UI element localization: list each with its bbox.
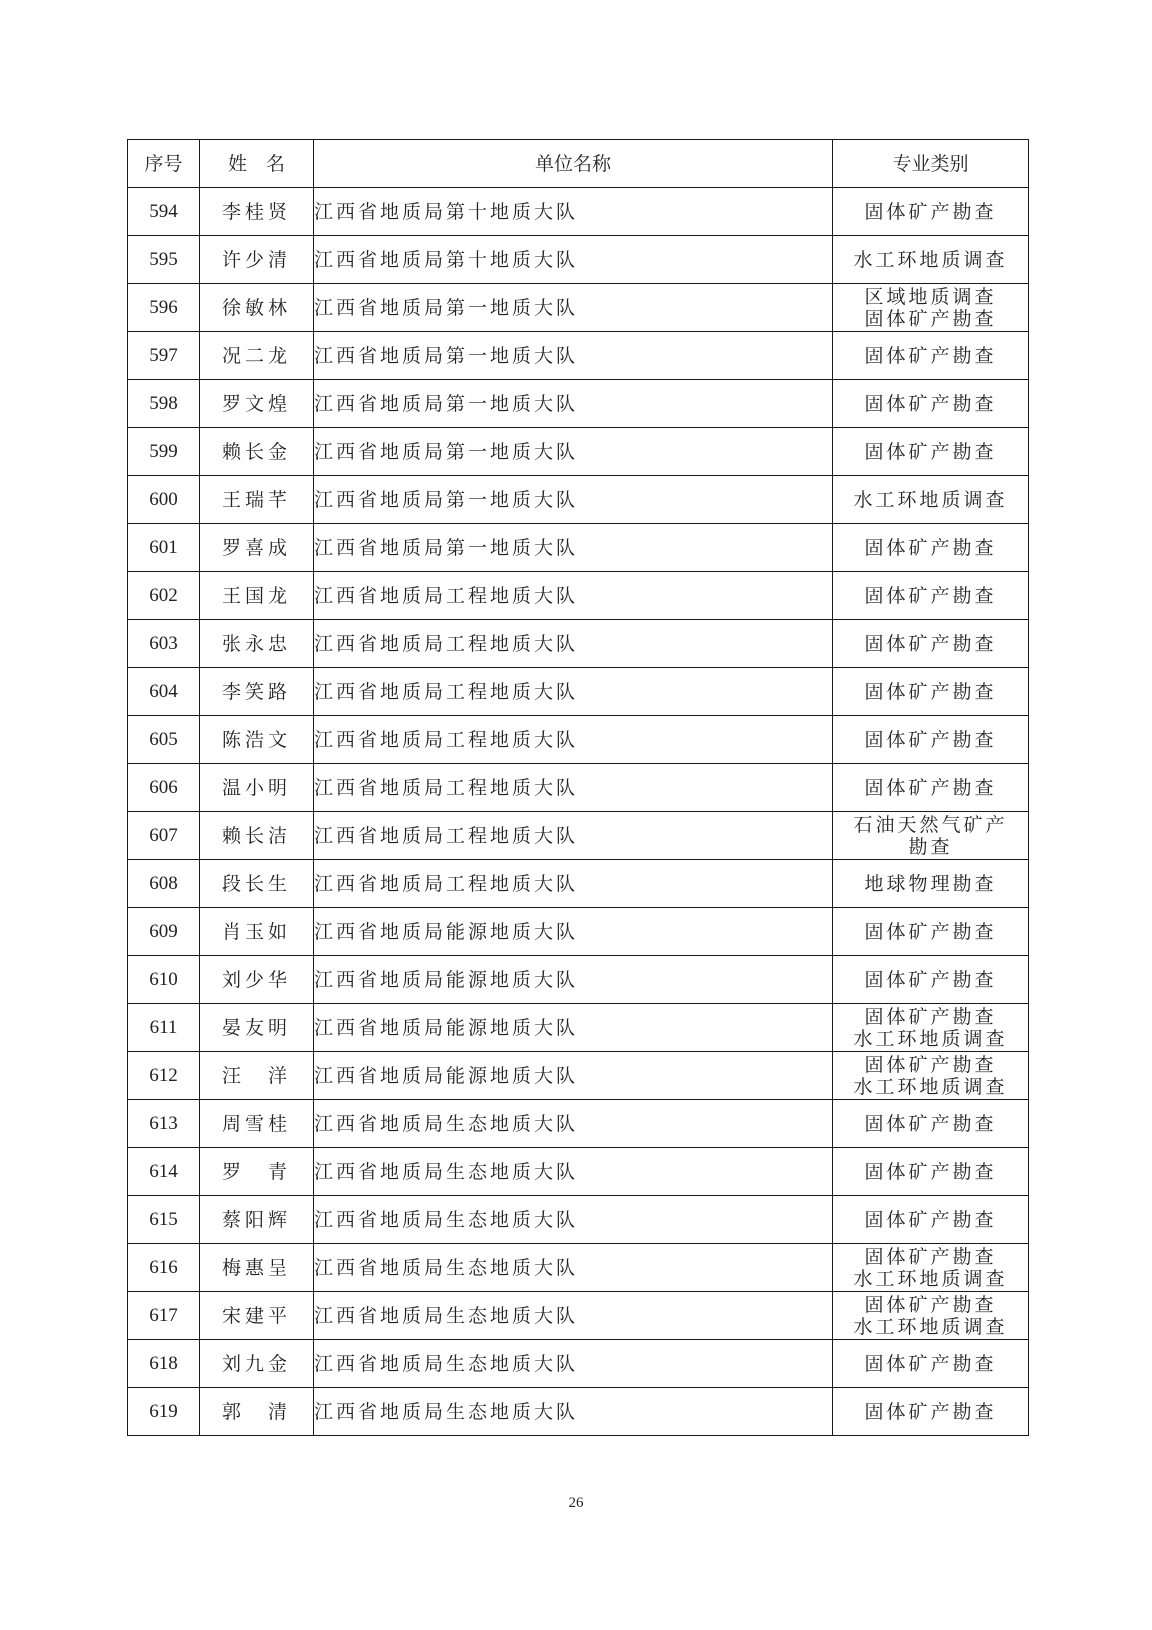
cell-seq: 608 bbox=[128, 860, 200, 908]
specialty-line: 固体矿产勘查 bbox=[864, 1293, 997, 1316]
cell-name: 罗 青 bbox=[200, 1148, 314, 1196]
cell-name: 徐敏林 bbox=[200, 284, 314, 332]
cell-unit: 江西省地质局能源地质大队 bbox=[314, 956, 833, 1004]
cell-unit: 江西省地质局第一地质大队 bbox=[314, 284, 833, 332]
cell-unit: 江西省地质局能源地质大队 bbox=[314, 1004, 833, 1052]
cell-seq: 599 bbox=[128, 428, 200, 476]
cell-seq: 601 bbox=[128, 524, 200, 572]
cell-specialty bbox=[833, 572, 1029, 620]
table-row bbox=[128, 524, 1029, 572]
cell-specialty bbox=[833, 956, 1029, 1004]
cell-unit: 江西省地质局第一地质大队 bbox=[314, 332, 833, 380]
cell-specialty bbox=[833, 668, 1029, 716]
cell-specialty bbox=[833, 1148, 1029, 1196]
cell-unit: 江西省地质局工程地质大队 bbox=[314, 620, 833, 668]
specialty-line: 水工环地质调查 bbox=[853, 1075, 1008, 1098]
cell-name: 赖长金 bbox=[200, 428, 314, 476]
cell-specialty bbox=[833, 620, 1029, 668]
cell-seq: 613 bbox=[128, 1100, 200, 1148]
header-unit: 单位名称 bbox=[314, 140, 833, 188]
cell-name: 罗文煌 bbox=[200, 380, 314, 428]
cell-specialty bbox=[833, 332, 1029, 380]
cell-specialty bbox=[833, 188, 1029, 236]
cell-name: 刘少华 bbox=[200, 956, 314, 1004]
specialty-line: 固体矿产勘查 bbox=[864, 1208, 997, 1231]
cell-seq: 605 bbox=[128, 716, 200, 764]
cell-specialty bbox=[833, 1196, 1029, 1244]
cell-seq: 602 bbox=[128, 572, 200, 620]
cell-unit: 江西省地质局第十地质大队 bbox=[314, 188, 833, 236]
specialty-line: 固体矿产勘查 bbox=[864, 968, 997, 991]
cell-seq: 596 bbox=[128, 284, 200, 332]
cell-name: 王瑞芊 bbox=[200, 476, 314, 524]
table-row bbox=[128, 428, 1029, 476]
specialty-line: 固体矿产勘查 bbox=[864, 1112, 997, 1135]
cell-specialty bbox=[833, 908, 1029, 956]
cell-name: 刘九金 bbox=[200, 1340, 314, 1388]
header-row bbox=[128, 140, 1029, 188]
header-name: 姓 名 bbox=[200, 140, 314, 188]
table-row bbox=[128, 188, 1029, 236]
cell-name: 罗喜成 bbox=[200, 524, 314, 572]
cell-specialty bbox=[833, 1388, 1029, 1436]
cell-unit: 江西省地质局生态地质大队 bbox=[314, 1292, 833, 1340]
cell-name: 况二龙 bbox=[200, 332, 314, 380]
specialty-line: 固体矿产勘查 bbox=[864, 307, 997, 330]
cell-seq: 609 bbox=[128, 908, 200, 956]
table-row bbox=[128, 908, 1029, 956]
cell-name: 段长生 bbox=[200, 860, 314, 908]
cell-name: 李桂贤 bbox=[200, 188, 314, 236]
specialty-line: 地球物理勘查 bbox=[864, 872, 997, 895]
table-row bbox=[128, 1388, 1029, 1436]
cell-seq: 619 bbox=[128, 1388, 200, 1436]
header-seq: 序号 bbox=[128, 140, 200, 188]
cell-name: 宋建平 bbox=[200, 1292, 314, 1340]
cell-name: 张永忠 bbox=[200, 620, 314, 668]
cell-specialty bbox=[833, 524, 1029, 572]
cell-specialty bbox=[833, 428, 1029, 476]
table-row bbox=[128, 1004, 1029, 1052]
table-row bbox=[128, 1052, 1029, 1100]
table-row bbox=[128, 1148, 1029, 1196]
cell-specialty bbox=[833, 1100, 1029, 1148]
specialty-line: 勘查 bbox=[908, 835, 953, 858]
cell-specialty bbox=[833, 476, 1029, 524]
cell-seq: 617 bbox=[128, 1292, 200, 1340]
cell-seq: 598 bbox=[128, 380, 200, 428]
specialty-line: 固体矿产勘查 bbox=[864, 1245, 997, 1268]
table-row bbox=[128, 1196, 1029, 1244]
cell-name: 许少清 bbox=[200, 236, 314, 284]
cell-specialty bbox=[833, 860, 1029, 908]
cell-name: 陈浩文 bbox=[200, 716, 314, 764]
cell-name: 周雪桂 bbox=[200, 1100, 314, 1148]
specialty-line: 固体矿产勘查 bbox=[864, 728, 997, 751]
specialty-line: 固体矿产勘查 bbox=[864, 1160, 997, 1183]
cell-seq: 611 bbox=[128, 1004, 200, 1052]
table-row bbox=[128, 332, 1029, 380]
cell-seq: 618 bbox=[128, 1340, 200, 1388]
cell-unit: 江西省地质局生态地质大队 bbox=[314, 1388, 833, 1436]
cell-seq: 597 bbox=[128, 332, 200, 380]
table-row bbox=[128, 812, 1029, 860]
cell-seq: 616 bbox=[128, 1244, 200, 1292]
cell-name: 肖玉如 bbox=[200, 908, 314, 956]
table-header bbox=[128, 140, 1029, 188]
page-number: 26 bbox=[568, 1495, 584, 1511]
specialty-line: 固体矿产勘查 bbox=[864, 584, 997, 607]
cell-seq: 604 bbox=[128, 668, 200, 716]
cell-specialty bbox=[833, 1340, 1029, 1388]
table-row bbox=[128, 1292, 1029, 1340]
specialty-line: 固体矿产勘查 bbox=[864, 632, 997, 655]
cell-specialty bbox=[833, 1052, 1029, 1100]
cell-unit: 江西省地质局工程地质大队 bbox=[314, 812, 833, 860]
cell-name: 赖长洁 bbox=[200, 812, 314, 860]
table-row bbox=[128, 860, 1029, 908]
specialty-line: 水工环地质调查 bbox=[853, 1027, 1008, 1050]
header-specialty: 专业类别 bbox=[833, 140, 1029, 188]
specialty-line: 固体矿产勘查 bbox=[864, 680, 997, 703]
cell-name: 晏友明 bbox=[200, 1004, 314, 1052]
cell-unit: 江西省地质局生态地质大队 bbox=[314, 1244, 833, 1292]
table-body bbox=[128, 188, 1029, 1436]
cell-specialty bbox=[833, 236, 1029, 284]
table-row bbox=[128, 668, 1029, 716]
cell-unit: 江西省地质局工程地质大队 bbox=[314, 764, 833, 812]
cell-unit: 江西省地质局工程地质大队 bbox=[314, 860, 833, 908]
cell-name: 温小明 bbox=[200, 764, 314, 812]
cell-specialty bbox=[833, 1244, 1029, 1292]
specialty-line: 石油天然气矿产 bbox=[853, 813, 1008, 836]
specialty-line: 固体矿产勘查 bbox=[864, 392, 997, 415]
specialty-line: 水工环地质调查 bbox=[853, 1315, 1008, 1338]
cell-name: 李笑路 bbox=[200, 668, 314, 716]
cell-seq: 607 bbox=[128, 812, 200, 860]
cell-specialty bbox=[833, 716, 1029, 764]
table-row bbox=[128, 236, 1029, 284]
cell-seq: 615 bbox=[128, 1196, 200, 1244]
cell-seq: 612 bbox=[128, 1052, 200, 1100]
cell-unit: 江西省地质局生态地质大队 bbox=[314, 1340, 833, 1388]
cell-specialty bbox=[833, 284, 1029, 332]
cell-specialty bbox=[833, 1004, 1029, 1052]
personnel-table bbox=[127, 139, 1029, 1436]
specialty-line: 固体矿产勘查 bbox=[864, 776, 997, 799]
cell-name: 蔡阳辉 bbox=[200, 1196, 314, 1244]
table-row bbox=[128, 1100, 1029, 1148]
cell-unit: 江西省地质局能源地质大队 bbox=[314, 908, 833, 956]
cell-specialty bbox=[833, 1292, 1029, 1340]
cell-seq: 603 bbox=[128, 620, 200, 668]
specialty-line: 固体矿产勘查 bbox=[864, 344, 997, 367]
specialty-line: 水工环地质调查 bbox=[853, 248, 1008, 271]
cell-unit: 江西省地质局第一地质大队 bbox=[314, 476, 833, 524]
cell-unit: 江西省地质局第一地质大队 bbox=[314, 524, 833, 572]
table-row bbox=[128, 1340, 1029, 1388]
specialty-line: 固体矿产勘查 bbox=[864, 536, 997, 559]
cell-specialty bbox=[833, 812, 1029, 860]
cell-unit: 江西省地质局生态地质大队 bbox=[314, 1148, 833, 1196]
cell-seq: 600 bbox=[128, 476, 200, 524]
specialty-line: 固体矿产勘查 bbox=[864, 920, 997, 943]
specialty-line: 区域地质调查 bbox=[864, 285, 997, 308]
cell-name: 梅惠呈 bbox=[200, 1244, 314, 1292]
cell-name: 汪 洋 bbox=[200, 1052, 314, 1100]
table-row bbox=[128, 476, 1029, 524]
cell-specialty bbox=[833, 380, 1029, 428]
specialty-line: 固体矿产勘查 bbox=[864, 200, 997, 223]
specialty-line: 固体矿产勘查 bbox=[864, 1053, 997, 1076]
table-row bbox=[128, 956, 1029, 1004]
cell-name: 郭 清 bbox=[200, 1388, 314, 1436]
cell-unit: 江西省地质局工程地质大队 bbox=[314, 572, 833, 620]
specialty-line: 固体矿产勘查 bbox=[864, 1352, 997, 1375]
table-row bbox=[128, 572, 1029, 620]
cell-specialty bbox=[833, 764, 1029, 812]
specialty-line: 固体矿产勘查 bbox=[864, 440, 997, 463]
cell-seq: 595 bbox=[128, 236, 200, 284]
specialty-line: 水工环地质调查 bbox=[853, 488, 1008, 511]
cell-seq: 614 bbox=[128, 1148, 200, 1196]
cell-unit: 江西省地质局生态地质大队 bbox=[314, 1100, 833, 1148]
cell-unit: 江西省地质局第一地质大队 bbox=[314, 380, 833, 428]
table-row bbox=[128, 1244, 1029, 1292]
table-row bbox=[128, 284, 1029, 332]
table-row bbox=[128, 716, 1029, 764]
cell-unit: 江西省地质局第一地质大队 bbox=[314, 428, 833, 476]
table-row bbox=[128, 380, 1029, 428]
table-row bbox=[128, 764, 1029, 812]
cell-unit: 江西省地质局工程地质大队 bbox=[314, 716, 833, 764]
specialty-line: 固体矿产勘查 bbox=[864, 1400, 997, 1423]
cell-seq: 594 bbox=[128, 188, 200, 236]
table-row bbox=[128, 620, 1029, 668]
cell-name: 王国龙 bbox=[200, 572, 314, 620]
cell-seq: 606 bbox=[128, 764, 200, 812]
cell-unit: 江西省地质局能源地质大队 bbox=[314, 1052, 833, 1100]
cell-unit: 江西省地质局工程地质大队 bbox=[314, 668, 833, 716]
cell-seq: 610 bbox=[128, 956, 200, 1004]
cell-unit: 江西省地质局生态地质大队 bbox=[314, 1196, 833, 1244]
cell-unit: 江西省地质局第十地质大队 bbox=[314, 236, 833, 284]
specialty-line: 水工环地质调查 bbox=[853, 1267, 1008, 1290]
specialty-line: 固体矿产勘查 bbox=[864, 1005, 997, 1028]
